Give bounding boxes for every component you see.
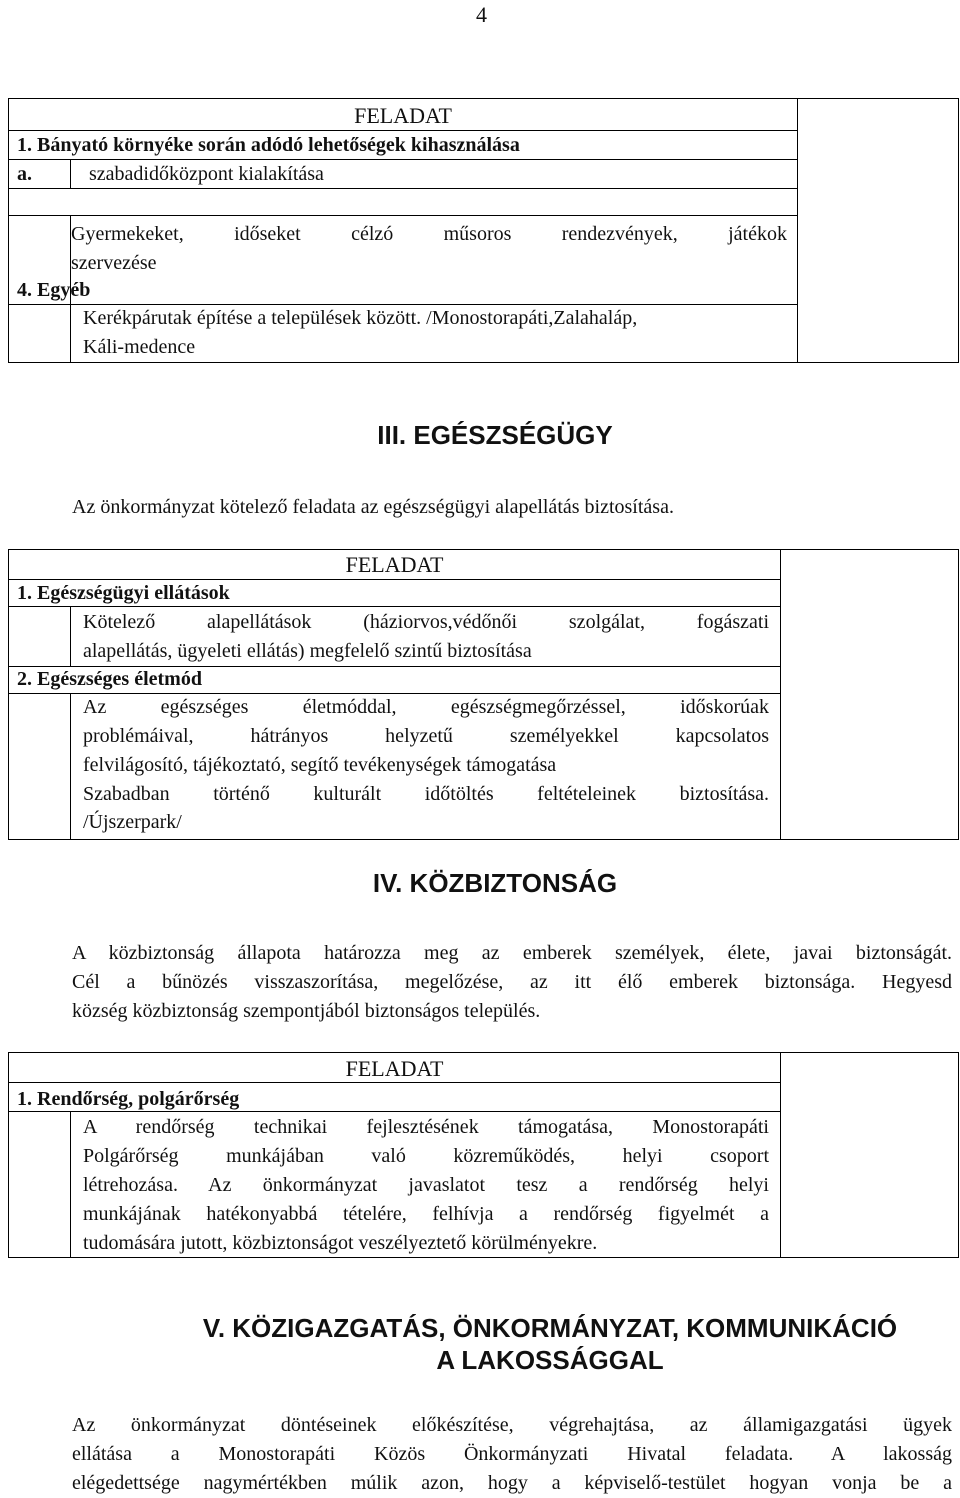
lifestyle-text-line: /Újszerpark/: [83, 811, 182, 833]
table-item-cell: [9, 131, 798, 160]
care-cell: [71, 607, 781, 667]
sub-item-label: a.: [17, 163, 32, 185]
section-paragraph-administration: [72, 1411, 952, 1498]
police-cell: [71, 1112, 781, 1258]
task-table-development: [8, 98, 959, 363]
empty-label-cell: [9, 305, 71, 363]
table-heading: FELADAT: [354, 103, 452, 128]
task-table-public-safety: [8, 1052, 959, 1258]
empty-label-cell: [9, 607, 71, 667]
item-label: 4. Egyéb: [17, 279, 91, 301]
care-text-line: Kötelező alapellátások (háziorvos,védőnői szolgálat, fogászati: [83, 611, 769, 633]
table-item-cell: [9, 580, 781, 607]
police-text-line: létrehozása. Az önkormányzat javaslatot tesz a rendőrség helyi: [83, 1174, 769, 1196]
task-table-health: [8, 549, 959, 840]
table-heading: FELADAT: [345, 1056, 444, 1081]
section-title-public-safety: IV. KÖZBIZTONSÁG: [372, 868, 618, 898]
section-intro-health: Az önkormányzat kötelező feladata az egészségügyi alapellátás biztosítása.: [72, 496, 674, 518]
table-item-cell: [9, 1083, 781, 1112]
table-side-cell: [781, 1053, 959, 1258]
paragraph-line: A közbiztonság állapota határozza meg az emberek személyek, élete, javai biztonságát.: [72, 942, 952, 964]
table-heading-cell: [9, 1053, 781, 1083]
sub-text-cell: [71, 160, 798, 189]
sub-item-text: szabadidőközpont kialakítása: [89, 163, 324, 185]
empty-label-cell: [9, 1112, 71, 1258]
paragraph-line: Az önkormányzat döntéseinek előkészítése, végrehajtása, az államigazgatási ügyek: [72, 1414, 952, 1436]
events-text-line: Gyermekeket, időseket célzó műsoros rendezvények, játékok: [71, 223, 787, 245]
empty-label-cell: [9, 694, 71, 840]
table-side-cell: [781, 550, 959, 840]
section-title-administration: V. KÖZIGAZGATÁS, ÖNKORMÁNYZAT, KOMMUNIKÁCIÓ: [202, 1313, 898, 1343]
events-text-line: szervezése: [71, 252, 157, 274]
table-item-title: 1. Egészségügyi ellátások: [17, 582, 230, 604]
sub-label-cell: [9, 160, 71, 189]
bike-cell: [71, 305, 798, 363]
section-title-administration-line2: A LAKOSSÁGGAL: [436, 1345, 664, 1375]
paragraph-line: elégedettsége nagymértékben múlik azon, hogy a képviselő-testület hogyan vonja be a: [72, 1472, 952, 1494]
police-text-line: munkájának hatékonyabbá tételére, felhívja a rendőrség figyelmét a: [83, 1203, 769, 1225]
paragraph-line: község közbiztonság szempontjából biztonságos település.: [72, 1000, 541, 1022]
table-item-cell: [9, 667, 781, 694]
paragraph-line: ellátása a Monostorapáti Közös Önkormányzati Hivatal feladata. A lakosság: [72, 1443, 952, 1465]
paragraph-line: Cél a bűnözés visszaszorítása, megelőzése, az itt élő emberek biztonsága. Hegyesd: [72, 971, 952, 993]
table-item-title: 2. Egészséges életmód: [17, 668, 202, 690]
table-heading: FELADAT: [345, 552, 444, 577]
item-label-cell: [9, 216, 91, 305]
page-number: 4: [476, 2, 487, 27]
table-item-title: 1. Bányató környéke során adódó lehetőségek kihasználása: [17, 134, 520, 156]
table-heading-cell: [9, 99, 798, 131]
lifestyle-text-line: Az egészséges életmóddal, egészségmegőrzéssel, időskorúak: [83, 696, 769, 718]
lifestyle-cell: [71, 694, 781, 840]
bike-text-line: Kerékpárutak építése a települések között. /Monostorapáti,Zalahaláp,: [83, 307, 638, 329]
table-item-title: 1. Rendőrség, polgárőrség: [17, 1088, 240, 1110]
section-paragraph-public-safety: [72, 939, 952, 1026]
bike-text-line: Káli-medence: [83, 336, 196, 358]
police-text-line: A rendőrség technikai fejlesztésének támogatása, Monostorapáti: [83, 1116, 769, 1138]
care-text-line: alapellátás, ügyeleti ellátás) megfelelő szintű biztosítása: [83, 640, 532, 662]
empty-row-cell: [9, 189, 798, 216]
table-heading-cell: [9, 550, 781, 580]
police-text-line: Polgárőrség munkájában való közreműködés, helyi csoport: [83, 1145, 769, 1167]
table-side-cell: [798, 99, 959, 363]
section-title-health: III. EGÉSZSÉGÜGY: [377, 420, 613, 450]
events-cell: [71, 216, 798, 305]
lifestyle-text-line: Szabadban történő kulturált időtöltés feltételeinek biztosítása.: [83, 783, 769, 805]
police-text-line: tudomására jutott, közbiztonságot veszélyeztető körülményekre.: [83, 1232, 598, 1254]
lifestyle-text-line: problémáival, hátrányos helyzetű személyekkel kapcsolatos: [83, 725, 769, 747]
lifestyle-text-line: felvilágosító, tájékoztató, segítő tevékenységek támogatása: [83, 754, 557, 776]
